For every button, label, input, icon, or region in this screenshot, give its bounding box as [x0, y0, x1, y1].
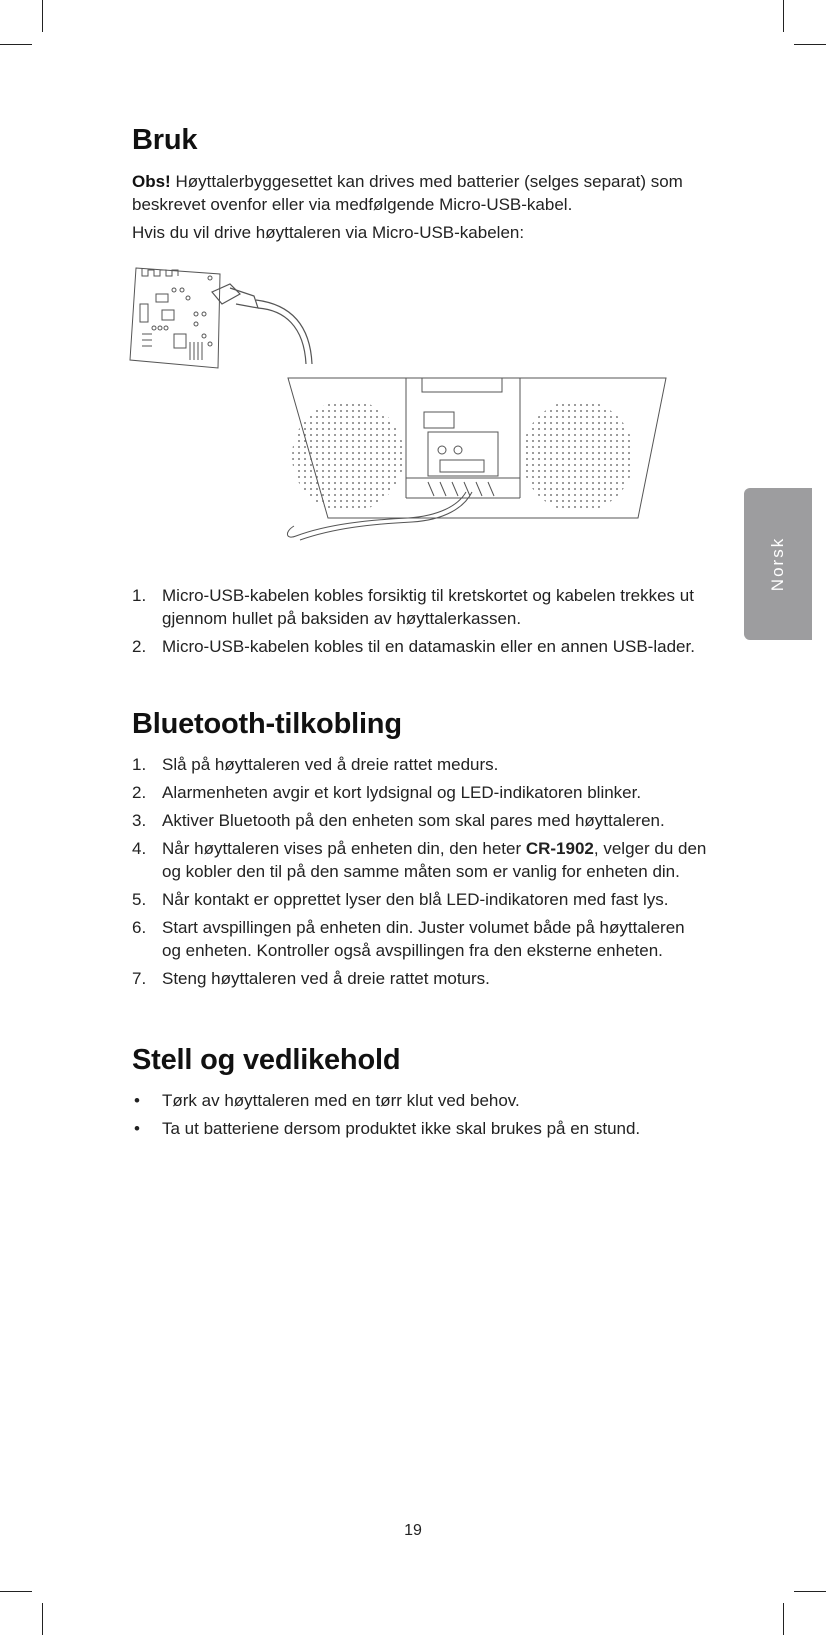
step-text: Steng høyttaleren ved å dreie rattet moturs. [162, 969, 490, 988]
usb-steps-list [132, 584, 708, 663]
bullet-icon: • [134, 1119, 140, 1138]
usb-cable-drawing [212, 284, 312, 364]
note-text: Høyttalerbyggesettet kan drives med batterier (selges separat) som beskrevet ovenfor eller via medfølgende Micro-USB-kabel. [132, 172, 683, 214]
list-item [132, 967, 708, 990]
crop-mark [0, 1591, 32, 1592]
step-text: Når kontakt er opprettet lyser den blå LED-indikatoren med fast lys. [162, 890, 669, 909]
item-text: Ta ut batteriene dersom produktet ikke skal brukes på en stund. [162, 1119, 641, 1138]
step-text-post: , velger du den og kobler den til på den samme måten som er vanlig for enheten din. [162, 839, 707, 881]
bullet-icon: • [134, 1091, 140, 1110]
list-item [132, 809, 708, 832]
list-item [132, 837, 708, 883]
crop-mark [42, 1603, 43, 1635]
model-name: CR-1902 [525, 839, 594, 858]
step-number: 1. [132, 586, 147, 605]
page-number: 19 [404, 1522, 422, 1539]
section-title-bruk: Bruk [132, 124, 198, 156]
bluetooth-steps-list [132, 753, 708, 995]
language-side-tab [744, 488, 812, 640]
language-label: Norsk [768, 536, 787, 592]
step-text: Start avspillingen på enheten din. Juster volumet både på høyttaleren og enheten. Kontroller også avspillingen fra den eksterne enheten. [162, 918, 685, 960]
speaker-cabinet-drawing [287, 378, 666, 540]
note-paragraph [132, 170, 702, 216]
step-number: 4. [132, 839, 147, 858]
item-text: Tørk av høyttaleren med en tørr klut ved behov. [162, 1091, 520, 1110]
crop-mark [794, 44, 826, 45]
list-item [132, 888, 708, 911]
step-text: Micro-USB-kabelen kobles forsiktig til kretskortet og kabelen trekkes ut gjennom hullet på baksiden av høyttalerkassen. [162, 586, 694, 628]
list-item [132, 1117, 708, 1140]
step-text: Micro-USB-kabelen kobles til en datamaskin eller en annen USB-lader. [162, 637, 695, 656]
section-title-bluetooth: Bluetooth-tilkobling [132, 708, 402, 740]
list-item [132, 781, 708, 804]
circuit-board-drawing [130, 268, 220, 368]
step-text: Alarmenheten avgir et kort lydsignal og LED-indikatoren blinker. [162, 783, 642, 802]
crop-mark [794, 1591, 826, 1592]
section-title-care: Stell og vedlikehold [132, 1044, 401, 1076]
step-text-pre: Når høyttaleren vises på enheten din, den heter [162, 839, 526, 858]
note-label: Obs! [132, 172, 171, 191]
crop-mark [783, 0, 784, 32]
step-number: 7. [132, 969, 147, 988]
usb-connection-illustration [128, 264, 698, 564]
step-number: 1. [132, 755, 147, 774]
step-number: 2. [132, 783, 147, 802]
crop-mark [783, 1603, 784, 1635]
crop-mark [0, 44, 32, 45]
step-number: 2. [132, 637, 147, 656]
step-number: 5. [132, 890, 147, 909]
intro-paragraph: Hvis du vil drive høyttaleren via Micro-USB-kabelen: [132, 223, 525, 242]
list-item [132, 916, 708, 962]
list-item [132, 753, 708, 776]
step-number: 3. [132, 811, 147, 830]
care-list [132, 1089, 708, 1145]
list-item [132, 635, 708, 658]
list-item [132, 1089, 708, 1112]
list-item [132, 584, 708, 630]
crop-mark [42, 0, 43, 32]
step-text: Slå på høyttaleren ved å dreie rattet medurs. [162, 755, 499, 774]
step-number: 6. [132, 918, 147, 937]
step-text: Aktiver Bluetooth på den enheten som skal pares med høyttaleren. [162, 811, 665, 830]
